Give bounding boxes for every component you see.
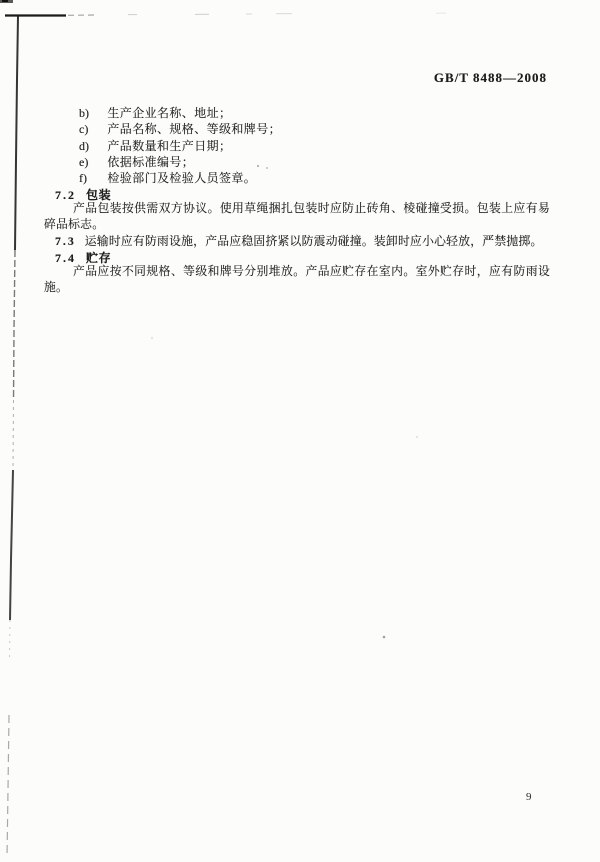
list-item-text: 检验部门及检验人员签章。 [107, 171, 257, 186]
list-item-marker: e) [79, 154, 89, 169]
list-item-text: 产品数量和生产日期； [107, 138, 232, 153]
section-title: 包装 [86, 188, 112, 202]
list-item [79, 170, 549, 186]
scan-vertical-line [10, 620, 11, 658]
list-item-text: 产品名称、规格、等级和牌号； [107, 122, 282, 137]
scan-vertical-line [13, 400, 14, 470]
corner-mark [0, 0, 13, 3]
page-number: 9 [526, 791, 532, 803]
section-clause-transport [55, 232, 555, 249]
scan-vertical-line [14, 250, 16, 400]
section-title: 贮存 [86, 251, 112, 265]
list-item [79, 154, 549, 170]
corner-mark [2, 0, 8, 2]
list-item-text: 依据标准编号； [107, 154, 195, 169]
section-body-packaging: 产品包装按供需双方协议。使用草绳捆扎包装时应防止砖角、棱碰撞受损。包装上应有易碎品标志。 [44, 201, 550, 231]
section-body-storage: 产品应按不同规格、等级和牌号分别堆放。产品应贮存在室内。室外贮存时，应有防雨设施。 [44, 264, 550, 294]
section-body-transport: 运输时应有防雨设施，产品应稳固挤紧以防震动碰撞。装卸时应小心轻放，严禁抛掷。 [84, 234, 543, 248]
marking-list [79, 105, 549, 186]
scan-vertical-line [15, 16, 18, 250]
list-item-marker: b) [79, 106, 89, 120]
section-number: 7.4 [55, 251, 76, 265]
scan-vertical-line [10, 470, 13, 620]
list-item-text: 生产企业名称、地址； [107, 106, 232, 120]
list-item [79, 138, 549, 154]
list-item-marker: d) [79, 138, 89, 153]
scan-vertical-line [7, 715, 9, 858]
standard-code: GB/T 8488—2008 [433, 70, 547, 85]
section-number: 7.3 [55, 234, 76, 248]
paper-speck [151, 337, 153, 339]
list-item [79, 121, 549, 137]
list-item-marker: f) [79, 171, 87, 186]
paper-speck [383, 636, 386, 639]
paper-speck [416, 436, 418, 438]
list-item [79, 105, 549, 121]
section-number: 7.2 [55, 188, 76, 202]
list-item-marker: c) [79, 122, 89, 137]
